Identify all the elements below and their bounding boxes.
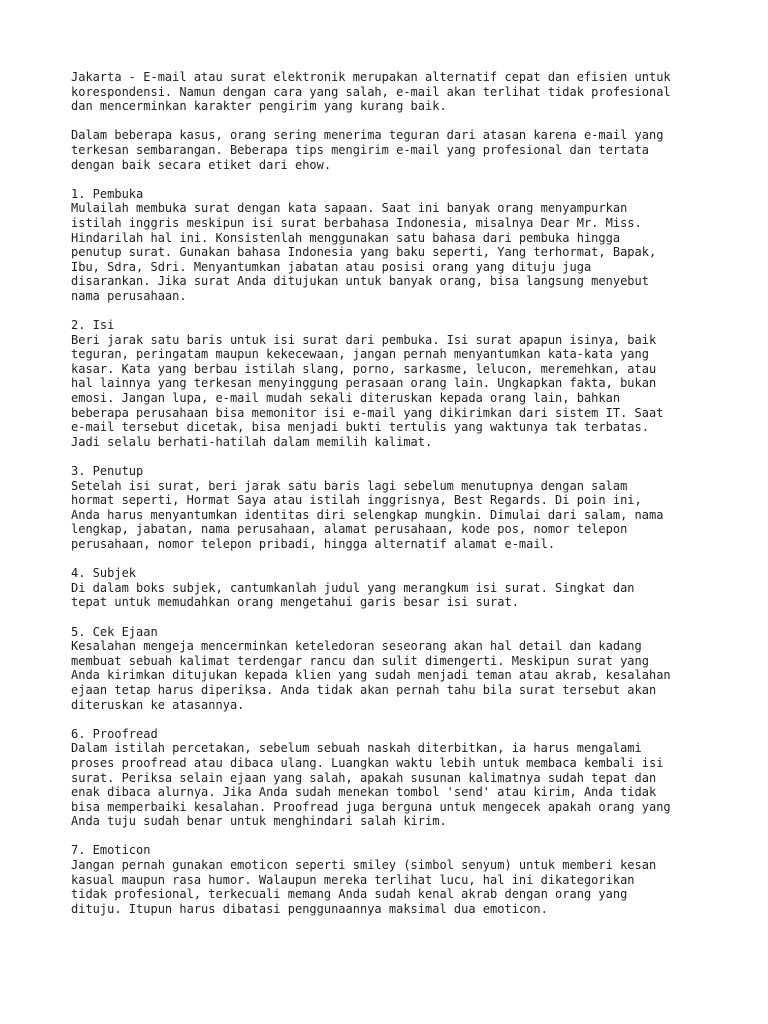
text-line: istilah inggris meskipun isi surat berbahasa Indonesia, misalnya Dear Mr. Miss. [71,215,642,230]
text-line: Beri jarak satu baris untuk isi surat dari pembuka. Isi surat apapun isinya, baik [71,332,657,347]
text-line: surat. Periksa selain ejaan yang salah, apakah susunan kalimatnya sudah tepat dan [71,770,657,785]
tip-section [71,318,711,449]
text-line: enak dibaca alurnya. Jika Anda sudah menekan tombol 'send' atau kirim, Anda tidak [71,785,657,800]
text-line: kasual maupun rasa humor. Walaupun mereka terlihat lucu, hal ini dikategorikan [71,872,635,887]
text-line: Jangan pernah gunakan emoticon seperti smiley (simbol senyum) untuk memberi kesan [71,858,657,873]
text-line: Jakarta - E-mail atau surat elektronik merupakan alternatif cepat dan efisien untuk [71,70,671,84]
text-line: hormat seperti, Hormat Saya atau istilah inggrisnya, Best Regards. Di poin ini, [71,493,642,508]
intro-paragraph [71,70,711,114]
text-line: teguran, peringatam maupun kekecewaan, jangan pernah menyantumkan kata-kata yang [71,347,649,362]
section-heading: 3. Penutup [71,464,144,479]
text-line: dan mencerminkan karakter pengirim yang kurang baik. [71,99,447,114]
tip-section [71,625,711,713]
section-heading: 2. Isi [71,318,115,333]
text-line: dengan baik secara etiket dari ehow. [71,157,332,172]
tip-section [71,566,711,610]
tip-section [71,727,711,829]
text-line: Anda kirimkan ditujukan kepada klien yang sudah menjadi teman atau akrab, kesalahan [71,668,671,683]
text-line: Mulailah membuka surat dengan kata sapaan. Saat ini banyak orang menyampurkan [71,201,628,216]
text-line: beberapa perusahaan bisa memonitor isi e-mail yang dikirimkan dari sistem IT. Saat [71,405,664,420]
text-line: tepat untuk memudahkan orang mengetahui garis besar isi surat. [71,595,519,610]
text-line: nama perusahaan. [71,288,187,303]
text-line: bisa memperbaiki kesalahan. Proofread juga berguna untuk mengecek apakah orang yang [71,799,671,814]
section-heading: 5. Cek Ejaan [71,624,158,639]
text-line: korespondensi. Namun dengan cara yang salah, e-mail akan terlihat tidak profesional [71,84,671,99]
text-line: Di dalam boks subjek, cantumkanlah judul yang merangkum isi surat. Singkat dan [71,580,635,595]
text-line: Hindarilah hal ini. Konsistenlah menggunakan satu bahasa dari pembuka hingga [71,230,621,245]
intro-paragraph [71,128,711,172]
text-line: Jadi selalu berhati-hatilah dalam memilih kalimat. [71,434,433,449]
text-line: perusahaan, nomor telepon pribadi, hingga alternatif alamat e-mail. [71,537,556,551]
text-line: membuat sebuah kalimat terdengar rancu dan sulit dimengerti. Meskipun surat yang [71,653,649,668]
text-line: Kesalahan mengeja mencerminkan keteledoran seseorang akan hal detail dan kadang [71,639,642,654]
text-line: kasar. Kata yang berbau istilah slang, porno, sarkasme, lelucon, meremehkan, atau [71,361,657,376]
text-line: Setelah isi surat, beri jarak satu baris lagi sebelum menutupnya dengan salam [71,478,628,493]
text-line: e-mail tersebut dicetak, bisa menjadi bukti tertulis yang waktunya tak terbatas. [71,420,649,435]
text-line: hal lainnya yang terkesan menyinggung perasaan orang lain. Ungkapkan fakta, bukan [71,376,657,391]
text-line: lengkap, jabatan, nama perusahaan, alamat perusahaan, kode pos, nomor telepon [71,522,628,537]
text-line: Dalam beberapa kasus, orang sering menerima teguran dari atasan karena e-mail yang [71,128,664,143]
text-line: terkesan sembarangan. Beberapa tips mengirim e-mail yang profesional dan tertata [71,142,649,157]
text-line: penutup surat. Gunakan bahasa Indonesia yang baku seperti, Yang terhormat, Bapak, [71,245,657,260]
text-line: tidak profesional, terkecuali memang Anda sudah kenal akrab dengan orang yang [71,887,628,902]
text-line: proses proofread atau dibaca ulang. Luangkan waktu lebih untuk membaca kembali isi [71,755,664,770]
tip-section [71,464,711,552]
section-heading: 1. Pembuka [71,186,144,201]
section-heading: 4. Subjek [71,566,137,581]
document-body [71,70,711,931]
text-line: Dalam istilah percetakan, sebelum sebuah naskah diterbitkan, ia harus mengalami [71,741,642,756]
text-line: dituju. Itupun harus dibatasi penggunaannya maksimal dua emoticon. [71,901,548,916]
text-line: emosi. Jangan lupa, e-mail mudah sekali diteruskan kepada orang lain, bahkan [71,391,621,406]
tip-section [71,843,711,916]
section-heading: 6. Proofread [71,726,158,741]
text-line: Ibu, Sdra, Sdri. Menyantumkan jabatan atau posisi orang yang dituju juga [71,259,592,274]
text-line: disarankan. Jika surat Anda ditujukan untuk banyak orang, bisa langsung menyebut [71,274,649,289]
text-line: Anda tuju sudah benar untuk menghindari salah kirim. [71,814,447,829]
text-line: ejaan tetap harus diperiksa. Anda tidak akan pernah tahu bila surat tersebut akan [71,682,657,697]
text-line: Anda harus menyantumkan identitas diri selengkap mungkin. Dimulai dari salam, nama [71,507,664,522]
section-heading: 7. Emoticon [71,843,151,858]
text-line: diteruskan ke atasannya. [71,697,245,712]
tip-section [71,187,711,304]
